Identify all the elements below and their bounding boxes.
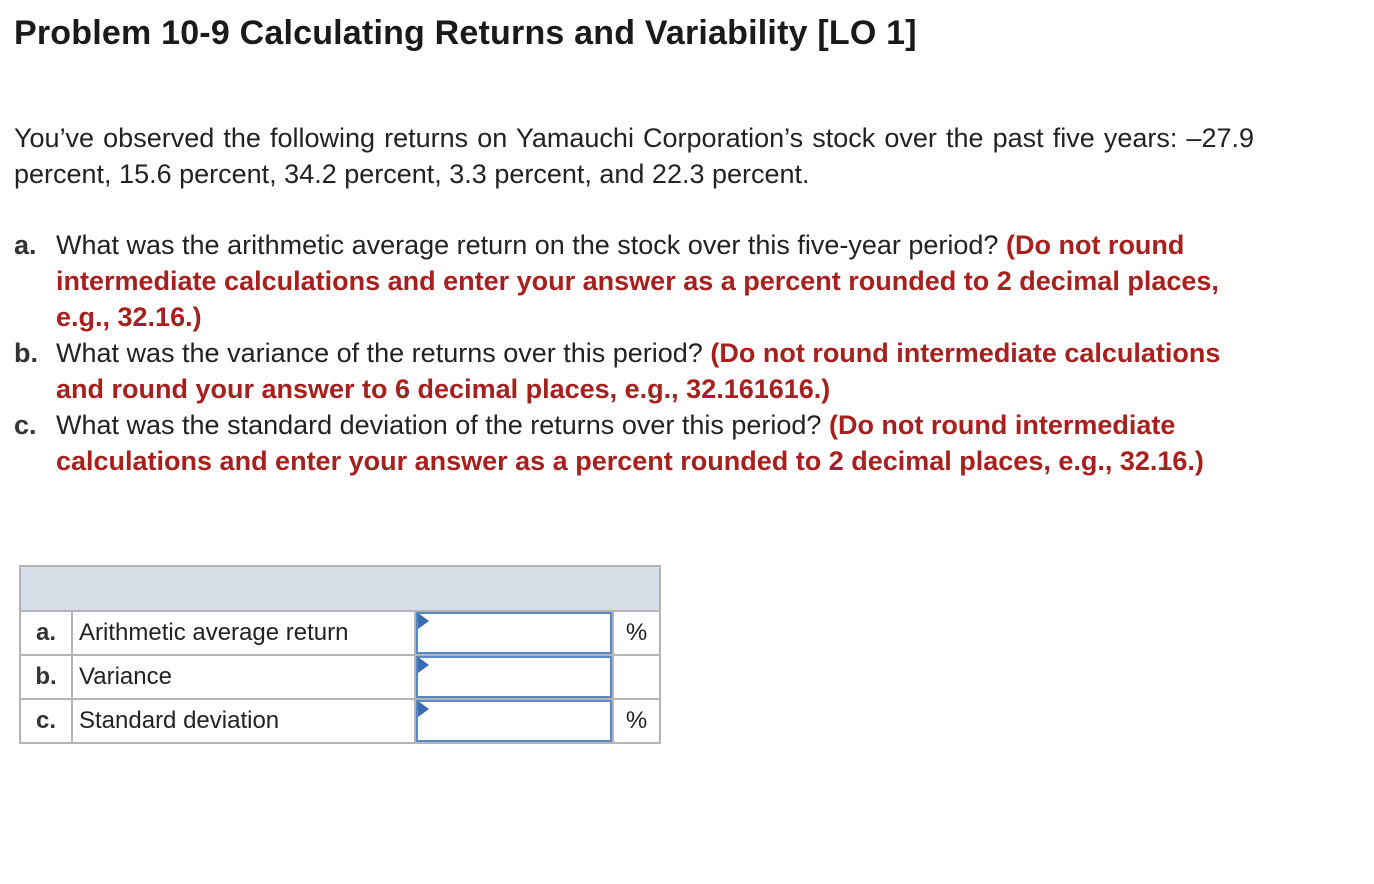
unit-label [613, 655, 660, 699]
question-b [14, 335, 1244, 407]
row-label: Arithmetic average return [72, 611, 415, 655]
input-cell [415, 699, 613, 743]
flag-icon [418, 701, 429, 717]
arithmetic-average-return-input[interactable] [416, 612, 612, 654]
question-instruction: (Do not round intermediate calculations and enter your answer as a percent rounded to 2 decimal places, e.g., 32.16.) [56, 410, 1204, 476]
question-letter: a. [14, 230, 37, 260]
flag-icon [418, 657, 429, 673]
header-cell [20, 566, 660, 611]
question-text: What was the standard deviation of the returns over this period? [56, 410, 822, 440]
row-letter: a. [20, 611, 72, 655]
question-text: What was the variance of the returns over this period? [56, 338, 703, 368]
unit-label: % [613, 699, 660, 743]
row-letter: b. [20, 655, 72, 699]
answer-table [19, 565, 661, 744]
question-list [14, 227, 1244, 479]
question-letter: b. [14, 338, 38, 368]
row-letter: c. [20, 699, 72, 743]
question-instruction: (Do not round intermediate calculations and enter your answer as a percent rounded to 2 decimal places, e.g., 32.16.) [56, 230, 1219, 332]
row-label: Variance [72, 655, 415, 699]
input-cell [415, 655, 613, 699]
question-letter: c. [14, 410, 37, 440]
input-cell [415, 611, 613, 655]
answer-table-header [20, 566, 660, 611]
problem-intro: You’ve observed the following returns on Yamauchi Corporation’s stock over the past five years: –27.9 percent, 15.6 percent, 34.2 percent, 3.3 percent, and 22.3 percent. [14, 123, 1254, 189]
question-text: What was the arithmetic average return on the stock over this five-year period? [56, 230, 999, 260]
row-label: Standard deviation [72, 699, 415, 743]
standard-deviation-input[interactable] [416, 700, 612, 742]
answer-row-b [20, 655, 660, 699]
unit-label: % [613, 611, 660, 655]
flag-icon [418, 613, 429, 629]
question-c [14, 407, 1244, 479]
answer-row-a [20, 611, 660, 655]
problem-title: Problem 10-9 Calculating Returns and Variability [LO 1] [14, 14, 917, 52]
answer-row-c [20, 699, 660, 743]
variance-input[interactable] [416, 656, 612, 698]
question-instruction: (Do not round intermediate calculations and round your answer to 6 decimal places, e.g., 32.161616.) [56, 338, 1221, 404]
question-a [14, 227, 1244, 335]
